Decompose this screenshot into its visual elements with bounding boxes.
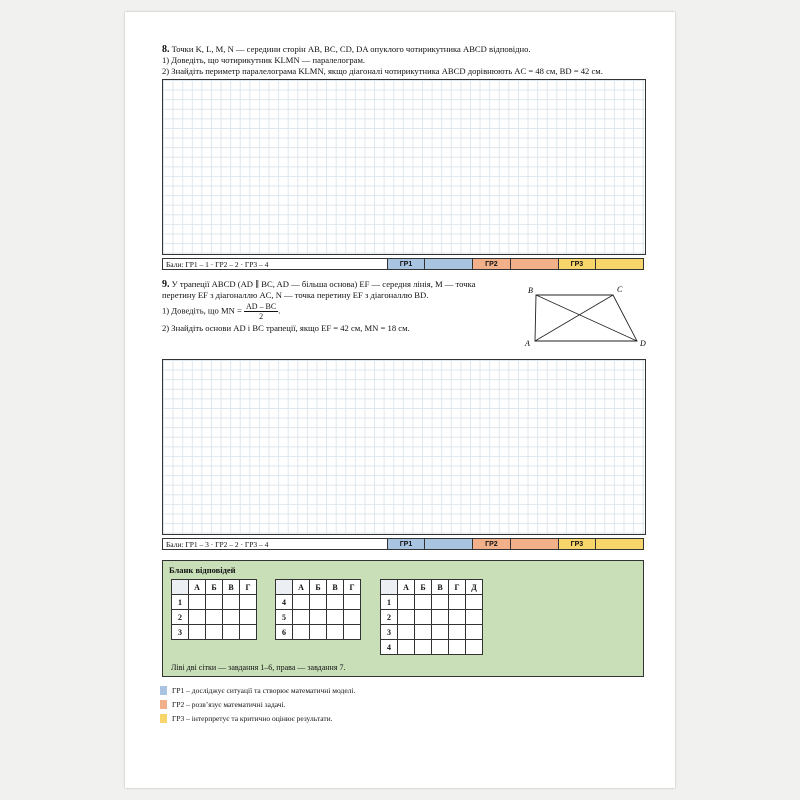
vertex-label-b: B <box>528 286 533 295</box>
answer-cell[interactable] <box>223 625 240 640</box>
answer-cell[interactable] <box>310 595 327 610</box>
answer-cell[interactable] <box>432 640 449 655</box>
row-header: 2 <box>172 610 189 625</box>
row-header: 5 <box>276 610 293 625</box>
answer-cell[interactable] <box>223 610 240 625</box>
task-9-text <box>162 279 514 334</box>
task-8-gr1-label: ГР1 <box>387 259 425 269</box>
answer-cell[interactable] <box>344 610 361 625</box>
task-8-gr1-score-cell[interactable] <box>424 259 472 269</box>
answer-cell[interactable] <box>432 610 449 625</box>
vertex-label-a: A <box>525 339 530 348</box>
answer-cell[interactable] <box>293 610 310 625</box>
answer-sheet-note: Ліві дві сітки — завдання 1–6, права — завдання 7. <box>171 663 346 672</box>
row-header: 3 <box>172 625 189 640</box>
row-header: 2 <box>381 610 398 625</box>
answer-cell[interactable] <box>466 640 483 655</box>
row-header: 4 <box>276 595 293 610</box>
answer-cell[interactable] <box>310 610 327 625</box>
diagonal-bd <box>536 295 637 341</box>
task-8-text <box>162 44 652 77</box>
legend-swatch-gr3 <box>160 714 167 723</box>
answer-cell[interactable] <box>398 625 415 640</box>
answer-cell[interactable] <box>398 595 415 610</box>
col-header: Г <box>449 580 466 595</box>
task-9-gr3-label: ГР3 <box>558 539 596 549</box>
col-header: Б <box>206 580 223 595</box>
legend-label-gr2: ГР2 – розв’язує математичні задачі. <box>172 700 286 709</box>
vertex-label-d: D <box>640 339 646 348</box>
answer-cell[interactable] <box>466 625 483 640</box>
task-9-line-3-prefix: 1) Доведіть, що MN = <box>162 305 242 316</box>
answer-cell[interactable] <box>466 595 483 610</box>
col-header: В <box>327 580 344 595</box>
row-header: 1 <box>381 595 398 610</box>
answer-cell[interactable] <box>189 610 206 625</box>
task-9-line-4: 2) Знайдіть основи AD і BC трапеції, якщо EF = 42 см, MN = 18 см. <box>162 323 410 333</box>
answer-cell[interactable] <box>415 595 432 610</box>
task-8-answer-grid[interactable] <box>162 79 646 255</box>
legend-label-gr1: ГР1 – досліджує ситуації та створює математичні моделі. <box>172 686 356 695</box>
legend-swatch-gr1 <box>160 686 167 695</box>
task-9-gr2-label: ГР2 <box>472 539 510 549</box>
answer-cell[interactable] <box>206 610 223 625</box>
answer-cell[interactable] <box>449 610 466 625</box>
task-8-gr2-score-cell[interactable] <box>510 259 558 269</box>
answer-cell[interactable] <box>189 595 206 610</box>
answer-cell[interactable] <box>293 625 310 640</box>
legend-item-gr2 <box>160 700 286 709</box>
task-9-gr2-score-cell[interactable] <box>510 539 558 549</box>
col-header: А <box>398 580 415 595</box>
worksheet-page <box>125 12 675 788</box>
answer-cell[interactable] <box>415 625 432 640</box>
table-corner <box>276 580 293 595</box>
trapezoid-figure <box>520 282 650 352</box>
answer-cell[interactable] <box>327 625 344 640</box>
task-8-line-1: Точки K, L, M, N — середини сторін AB, BC, CD, DA опуклого чотирикутника ABCD відповідно. <box>171 44 531 54</box>
answer-table-3 <box>380 579 483 655</box>
table-corner <box>381 580 398 595</box>
task-8-gr3-score-cell[interactable] <box>595 259 643 269</box>
fraction-denominator: 2 <box>259 312 264 321</box>
fraction-numerator: AD – BC <box>245 302 277 311</box>
answer-table-2 <box>275 579 361 640</box>
answer-cell[interactable] <box>223 595 240 610</box>
answer-cell[interactable] <box>327 595 344 610</box>
answer-cell[interactable] <box>310 625 327 640</box>
task-8-scores-label: Бали: ГР1 – 1 · ГР2 – 2 · ГР3 – 4 <box>163 259 387 269</box>
col-header: Г <box>344 580 361 595</box>
task-8-number: 8. <box>162 44 170 55</box>
row-header: 4 <box>381 640 398 655</box>
answer-sheet <box>162 560 644 677</box>
answer-cell[interactable] <box>432 595 449 610</box>
answer-cell[interactable] <box>398 640 415 655</box>
col-header: А <box>293 580 310 595</box>
col-header: Д <box>466 580 483 595</box>
col-header: В <box>432 580 449 595</box>
task-9-line-3-suffix: . <box>278 305 281 316</box>
answer-cell[interactable] <box>240 595 257 610</box>
answer-cell[interactable] <box>449 640 466 655</box>
task-9-gr1-label: ГР1 <box>387 539 425 549</box>
task-9-number: 9. <box>162 279 170 290</box>
task-8-gr3-label: ГР3 <box>558 259 596 269</box>
task-8-line-2: 1) Доведіть, що чотирикутник KLMN — паралелограм. <box>162 55 366 65</box>
answer-cell[interactable] <box>415 610 432 625</box>
diagonal-ac <box>535 295 613 341</box>
task-9-scores-label: Бали: ГР1 – 3 · ГР2 – 2 · ГР3 – 4 <box>163 539 387 549</box>
task-9-gr3-score-cell[interactable] <box>595 539 643 549</box>
legend-item-gr3 <box>160 714 333 723</box>
row-header: 6 <box>276 625 293 640</box>
answer-table-1 <box>171 579 257 640</box>
mn-fraction <box>244 302 281 321</box>
answer-cell[interactable] <box>398 610 415 625</box>
table-corner <box>172 580 189 595</box>
answer-cell[interactable] <box>449 595 466 610</box>
task-8-gr2-label: ГР2 <box>472 259 510 269</box>
answer-cell[interactable] <box>189 625 206 640</box>
task-9-line-2: перетину EF з діагоналлю AC, N — точка перетину EF з діагоналлю BD. <box>162 290 429 300</box>
col-header: В <box>223 580 240 595</box>
vertex-label-c: C <box>617 285 623 294</box>
task-9-line-1: У трапеції ABCD (AD ∥ BC, AD — більша основа) EF — середня лінія, M — точка <box>171 279 476 289</box>
answer-cell[interactable] <box>240 625 257 640</box>
col-header: Б <box>415 580 432 595</box>
answer-cell[interactable] <box>206 625 223 640</box>
answer-cell[interactable] <box>293 595 310 610</box>
legend-item-gr1 <box>160 686 355 695</box>
task-9-answer-grid[interactable] <box>162 359 646 535</box>
answer-cell[interactable] <box>432 625 449 640</box>
answer-cell[interactable] <box>344 595 361 610</box>
answer-cell[interactable] <box>415 640 432 655</box>
answer-cell[interactable] <box>449 625 466 640</box>
answer-sheet-title: Бланк відповідей <box>169 565 236 575</box>
col-header: Б <box>310 580 327 595</box>
answer-cell[interactable] <box>466 610 483 625</box>
row-header: 3 <box>381 625 398 640</box>
col-header: А <box>189 580 206 595</box>
legend-swatch-gr2 <box>160 700 167 709</box>
col-header: Г <box>240 580 257 595</box>
answer-cell[interactable] <box>240 610 257 625</box>
task-9-score-bar <box>162 538 644 550</box>
answer-cell[interactable] <box>327 610 344 625</box>
task-9-gr1-score-cell[interactable] <box>424 539 472 549</box>
task-8-score-bar <box>162 258 644 270</box>
row-header: 1 <box>172 595 189 610</box>
legend-label-gr3: ГР3 – інтерпретує та критично оцінює результати. <box>172 714 333 723</box>
answer-cell[interactable] <box>344 625 361 640</box>
task-8-line-3: 2) Знайдіть периметр паралелограма KLMN, якщо діагоналі чотирикутника ABCD дорівнюють AC = 48 см, BD = 42 см. <box>162 66 603 76</box>
answer-cell[interactable] <box>206 595 223 610</box>
